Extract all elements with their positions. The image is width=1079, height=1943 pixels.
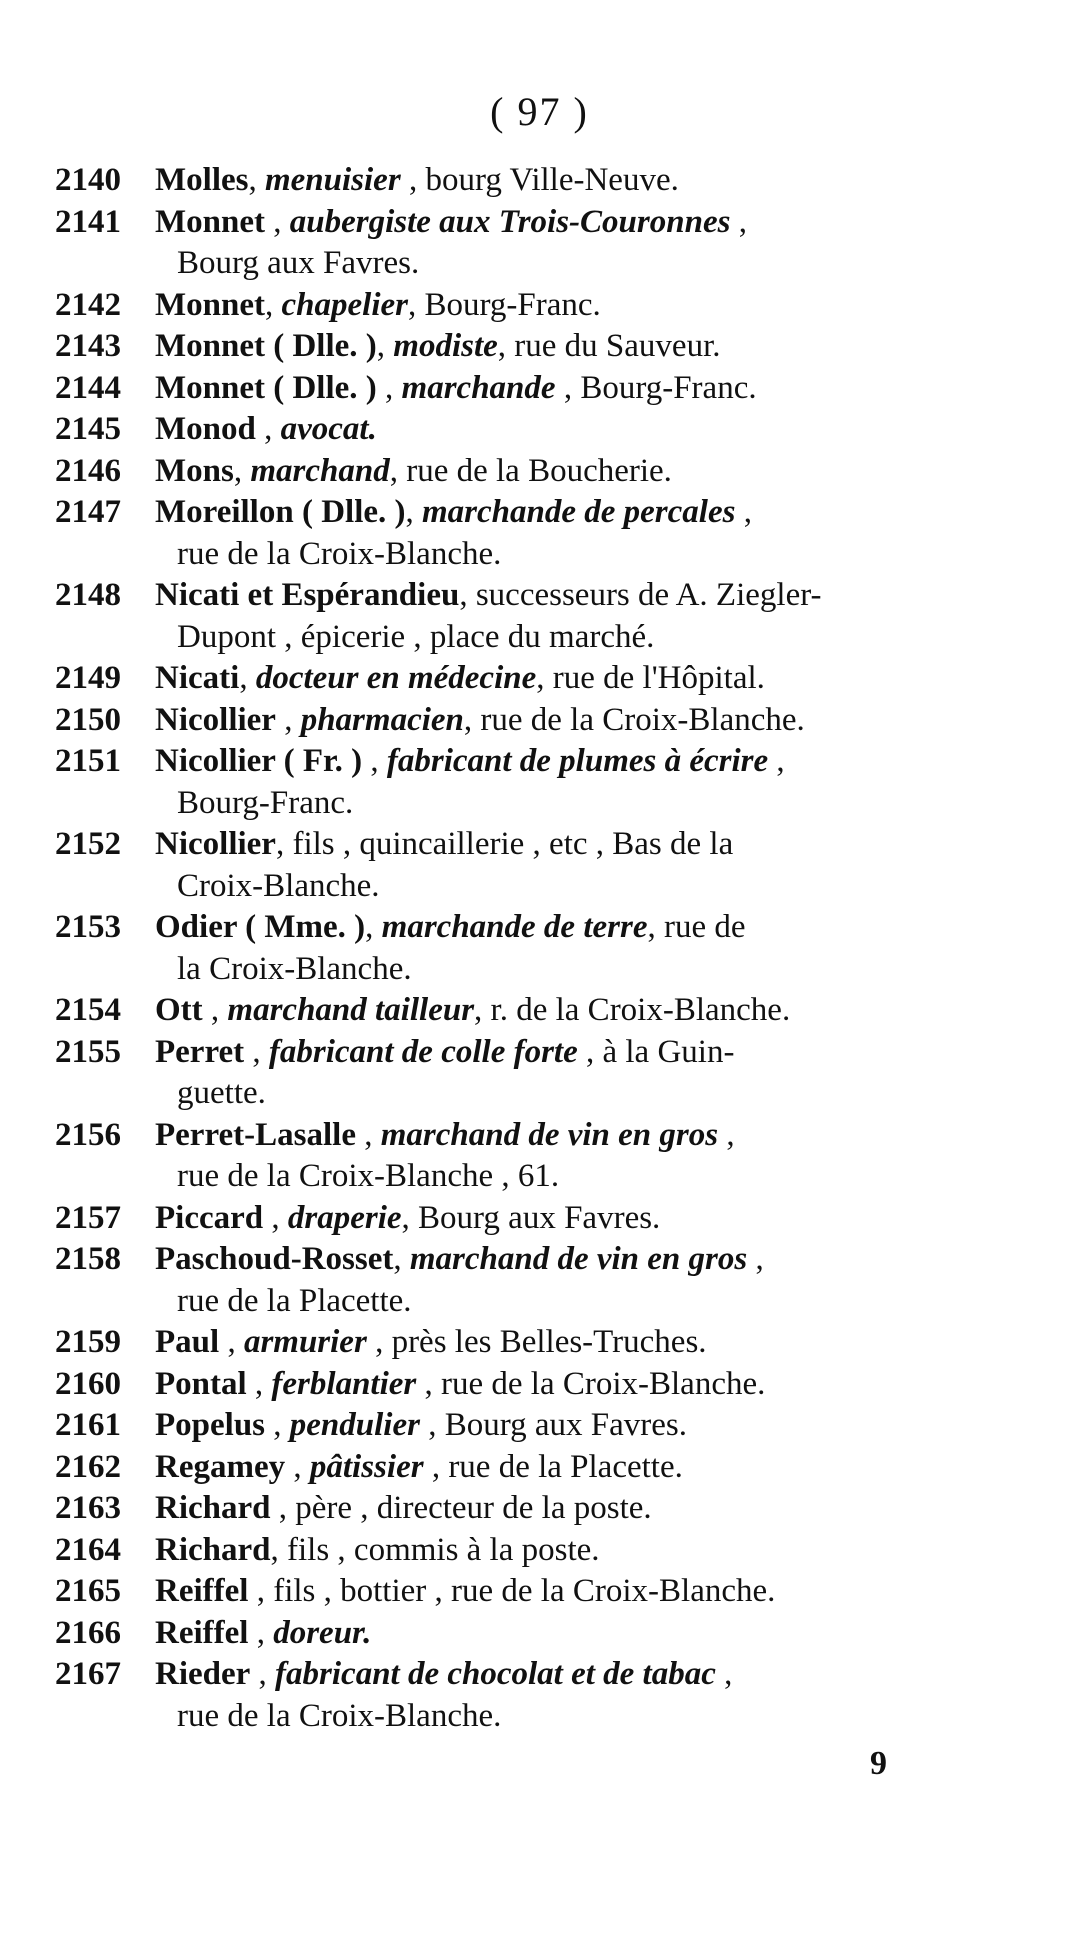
entry-occupation: marchand [250,452,390,489]
entry-name: Reiffel [155,1573,249,1609]
entry-number: 2167 [55,1656,121,1692]
entry-address: rue de la Croix-Blanche. [441,1365,766,1402]
separator: , [735,494,752,530]
list-item [55,1032,965,1115]
entry-line [55,1530,965,1572]
separator: , [647,909,664,945]
entry-name: Ott [155,992,203,1028]
list-item [55,326,965,368]
entry-occupation: ferblantier [271,1365,417,1402]
list-item [55,1571,965,1613]
entry-occupation: pendulier [289,1407,420,1443]
separator: , [407,286,425,323]
entry-continuation: rue de la Croix-Blanche , 61. [177,1158,560,1194]
entry-address: successeurs de A. Ziegler- [475,577,822,613]
entry-name: Nicollier ( Fr. ) [155,743,363,779]
separator: , [255,411,281,447]
entry-line [55,160,965,202]
entry-number: 2146 [55,452,121,489]
page-number: ( 97 ) [490,89,589,134]
entry-name: Rieder [155,1656,251,1692]
entry-line [55,1447,965,1489]
entry-address: rue du Sauveur. [514,328,721,364]
entry-line [55,1488,965,1530]
separator: , [393,1241,410,1277]
entry-line [55,907,965,949]
separator: , [244,1033,269,1070]
entry-number: 2156 [55,1116,121,1153]
separator: , [459,577,476,613]
entry-number: 2165 [55,1573,121,1609]
entry-number: 2150 [55,701,121,738]
entry-name: Nicati et Espérandieu [155,577,460,613]
entry-line [55,1613,965,1655]
list-item [55,1322,965,1364]
entry-number: 2158 [55,1241,121,1277]
list-item [55,700,965,742]
list-item [55,451,965,493]
entry-occupation: marchand tailleur [227,992,475,1028]
separator: , [270,1531,287,1568]
entry-address: Bourg aux Favres. [418,1199,661,1236]
list-item [55,741,965,824]
entry-name: Nicollier [155,826,276,862]
entry-occupation: marchande [401,369,556,406]
entry-number: 2161 [55,1407,121,1443]
separator: , [474,992,491,1028]
entry-number: 2144 [55,369,121,406]
entry-line [55,492,965,534]
separator: , [718,1116,735,1153]
entry-name: Paschoud-Rosset [155,1241,394,1277]
entry-line [55,1115,965,1157]
entry-name: Moreillon ( Dlle. ) [155,494,406,530]
separator: , [246,1365,272,1402]
list-item [55,368,965,410]
entry-number: 2153 [55,909,121,945]
entry-line [55,285,965,327]
separator: , [463,701,481,738]
separator: , [389,452,407,489]
entry-occupation: docteur en médecine [255,660,537,696]
entry-number: 2157 [55,1199,121,1236]
entry-continuation: rue de la Croix-Blanche. [177,535,502,572]
entry-occupation: marchande de percales [422,494,736,530]
entry-continuation: rue de la Placette. [177,1282,412,1319]
entry-line [55,824,965,866]
list-item [55,285,965,327]
list-item [55,1613,965,1655]
list-item [55,1447,965,1489]
entry-number: 2164 [55,1531,121,1568]
separator: , [285,1448,310,1485]
entry-name: Pontal [155,1365,247,1402]
entry-line [55,741,965,783]
entry-name: Monnet ( Dlle. ) [155,328,377,364]
separator: , [555,369,581,406]
entry-occupation: doreur. [273,1614,372,1651]
entry-address: Bourg-Franc. [424,286,601,323]
entry-occupation: pâtissier [309,1448,424,1485]
separator: , [577,1033,603,1070]
entry-number: 2154 [55,992,121,1028]
separator: , [219,1324,244,1360]
entry-address: r. de la Croix-Blanche. [490,992,791,1028]
separator: , [270,1490,296,1526]
separator: , [405,494,422,530]
entry-name: Reiffel [155,1614,249,1651]
entry-name: Perret [155,1033,245,1070]
entry-continuation: Croix-Blanche. [177,867,380,904]
entry-line [55,1654,965,1696]
entry-name: Perret-Lasalle [155,1116,356,1153]
entry-line [55,1364,965,1406]
list-item [55,1115,965,1198]
separator: , [419,1407,445,1443]
separator: , [248,1614,274,1651]
separator: , [263,1199,288,1236]
entry-line [55,1322,965,1364]
separator: , [248,162,265,198]
separator: , [362,743,387,779]
entry-continuation: Dupont , épicerie , place du marché. [177,618,655,655]
entry-line [55,700,965,742]
separator: , [730,203,747,240]
entry-address: père , directeur de la poste. [295,1490,652,1526]
entry-occupation: modiste [393,328,498,364]
entry-number: 2149 [55,660,121,696]
entry-address: Bourg-Franc. [580,369,757,406]
entry-line [55,658,965,700]
separator: , [416,1365,441,1402]
entry-number: 2147 [55,494,121,530]
entry-line [55,1032,965,1074]
separator: , [747,1241,764,1277]
list-item [55,492,965,575]
separator: , [423,1448,449,1485]
entry-name: Nicollier [155,701,276,738]
separator: , [497,328,515,364]
list-item [55,907,965,990]
list-item [55,1239,965,1322]
entry-occupation: chapelier [281,286,408,323]
entry-occupation: menuisier [264,162,401,198]
separator: , [239,660,256,696]
entry-number: 2159 [55,1324,121,1360]
entry-address: rue de la Placette. [448,1448,683,1485]
entry-name: Monod [155,411,256,447]
separator: , [202,992,228,1028]
entry-continuation: Bourg-Franc. [177,784,354,821]
separator: , [768,743,785,779]
entry-number: 2142 [55,286,121,323]
separator: , [376,328,394,364]
entry-line [55,451,965,493]
entry-continuation: la Croix-Blanche. [177,950,412,987]
list-item [55,1198,965,1240]
separator: , [365,909,382,945]
entry-address: près les Belles-Truches. [391,1324,707,1360]
entry-occupation: pharmacien [300,701,464,738]
entry-number: 2140 [55,162,121,198]
separator: , [400,162,426,198]
entry-line [55,326,965,368]
entry-name: Molles [155,162,249,198]
separator: , [233,452,251,489]
entry-continuation: guette. [177,1075,266,1111]
separator: , [250,1656,276,1692]
entry-number: 2163 [55,1490,121,1526]
entry-address: bourg Ville-Neuve. [425,162,679,198]
entry-number: 2151 [55,743,121,779]
list-item [55,990,965,1032]
separator: , [275,701,301,738]
entry-address: rue de [663,909,746,945]
list-item [55,202,965,285]
entry-name: Monnet [155,286,265,323]
entry-occupation: marchand de vin en gros [409,1241,748,1277]
list-item [55,409,965,451]
entry-line [55,1571,965,1613]
list-item [55,1405,965,1447]
list-item [55,575,965,658]
separator: , [376,369,402,406]
entry-name: Mons [155,452,234,489]
entry-line [55,409,965,451]
separator: , [265,203,290,240]
entry-occupation: draperie [287,1199,402,1236]
entry-occupation: marchand de vin en gros [380,1116,719,1153]
separator: , [715,1656,733,1692]
entry-name: Nicati [155,660,240,696]
entry-occupation: marchande de terre [381,909,648,945]
entry-number: 2162 [55,1448,121,1485]
entry-address: fils , bottier , rue de la Croix-Blanche. [273,1573,776,1609]
entry-name: Richard [155,1531,271,1568]
entry-continuation: rue de la Croix-Blanche. [177,1697,502,1734]
entry-occupation: aubergiste aux Trois-Couronnes [289,203,731,240]
entry-name: Regamey [155,1448,286,1485]
separator: , [366,1324,392,1360]
separator: , [265,286,282,323]
separator: , [248,1573,274,1609]
list-item [55,160,965,202]
entry-line [55,202,965,244]
entry-continuation: Bourg aux Favres. [177,245,420,281]
separator: , [355,1116,381,1153]
signature-mark: 9 [870,1745,887,1782]
separator: , [401,1199,419,1236]
directory-entries [55,160,965,1737]
entry-name: Monnet ( Dlle. ) [155,369,377,406]
entry-address: rue de l'Hôpital. [552,660,765,696]
entry-name: Popelus [155,1407,266,1443]
entry-address: rue de la Boucherie. [406,452,672,489]
entry-name: Piccard [155,1199,264,1236]
entry-address: fils , quincaillerie , etc , Bas de la [292,826,734,862]
entry-line [55,990,965,1032]
list-item [55,1488,965,1530]
entry-line [55,1198,965,1240]
entry-address: rue de la Croix-Blanche. [480,701,805,738]
separator: , [536,660,553,696]
entry-number: 2145 [55,411,121,447]
entry-line [55,1239,965,1281]
list-item [55,1530,965,1572]
entry-occupation: fabricant de colle forte [268,1033,578,1070]
entry-occupation: fabricant de plumes à écrire [386,743,769,779]
entry-number: 2143 [55,328,121,364]
entry-address: Bourg aux Favres. [444,1407,687,1443]
entry-address: fils , commis à la poste. [287,1531,600,1568]
entry-line [55,368,965,410]
entry-number: 2160 [55,1365,121,1402]
separator: , [265,1407,290,1443]
entry-occupation: avocat. [280,411,377,447]
entry-address: à la Guin- [602,1033,735,1070]
entry-name: Monnet [155,203,265,240]
entry-number: 2166 [55,1614,121,1651]
entry-occupation: armurier [243,1324,367,1360]
entry-number: 2148 [55,577,121,613]
entry-line [55,575,965,617]
entry-number: 2141 [55,203,121,240]
entry-name: Richard [155,1490,271,1526]
list-item [55,824,965,907]
entry-number: 2155 [55,1033,121,1070]
entry-occupation: fabricant de chocolat et de tabac [275,1656,716,1692]
separator: , [275,826,293,862]
list-item [55,1654,965,1737]
entry-line [55,1405,965,1447]
entry-name: Odier ( Mme. ) [155,909,366,945]
list-item [55,658,965,700]
list-item [55,1364,965,1406]
entry-number: 2152 [55,826,121,862]
entry-name: Paul [155,1324,220,1360]
